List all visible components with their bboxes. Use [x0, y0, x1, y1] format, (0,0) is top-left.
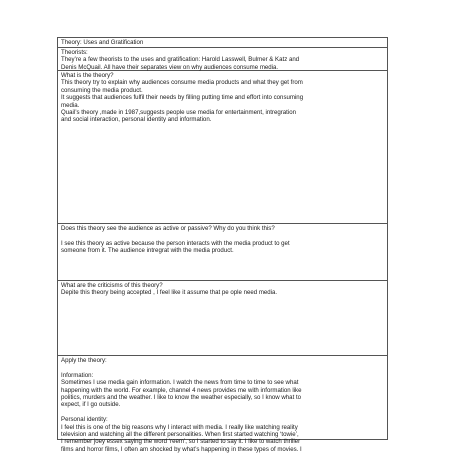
what-line: Quail’s theory ,made in 1987,suggests people use media for entertainment, intregration: [61, 109, 296, 117]
theorists-line: Denis McQuail. All have their separates view on why audiences consume media.: [61, 63, 279, 71]
information-line: politics, murders and the weather. I like to know the weather especially, so I know what to: [61, 394, 302, 402]
what-line: media.: [61, 101, 80, 109]
what-line: consuming the media product.: [61, 86, 143, 94]
audience-line: someone from it. The audience intregrat with the media product.: [61, 247, 234, 255]
identity-heading: Personal identity:: [61, 416, 108, 424]
information-line: expect, if I go outside.: [61, 401, 121, 409]
information-line: Sometimes I use media gain information. I watch the news from time to time to see what: [61, 379, 299, 387]
identity-line: films and horror films, I often am shocked by what’s happening in these types of movies. I: [61, 445, 302, 453]
what-is-theory-section: [58, 71, 387, 224]
identity-line: television and watching all the different personalities. When first started watching ‘towie’,: [61, 431, 299, 439]
apply-heading: Apply the theory:: [61, 357, 107, 364]
audience-section: [58, 224, 387, 281]
theorists-line: They’re a few theorists to the uses and gratification: Harold Lasswell, Bulmer & Katz and: [61, 56, 300, 64]
what-line: and social interaction, personal identity and information.: [61, 116, 212, 124]
criticisms-line: Depite this theory being accepted , I feel like it assume that pe ople need media.: [61, 289, 278, 297]
audience-line: I see this theory as active because the person interacts with the media product to get: [61, 239, 290, 247]
worksheet-title: Theory: Uses and Gratification: [61, 39, 144, 46]
theory-worksheet: [57, 37, 388, 453]
audience-heading: Does this theory see the audience as active or passive? Why do you think this?: [61, 225, 275, 232]
title-row: [58, 38, 387, 48]
what-heading: What is the theory?: [61, 72, 114, 79]
apply-section: [58, 356, 387, 453]
information-line: happening with the world. For example, channel 4 news provides me with information like: [61, 386, 302, 394]
criticisms-heading: What are the criticisms of this theory?: [61, 282, 163, 289]
theorists-section: [58, 48, 387, 71]
what-line: It suggests that audiences fulfil their needs by filling putting time and effort into consuming: [61, 94, 304, 102]
identity-line: I feel this is one of the big reasons why I interact with media. I really like watching reality: [61, 423, 298, 431]
criticisms-section: [58, 281, 387, 356]
what-line: This theory try to explain why audiences consume media products and what they get from: [61, 79, 303, 87]
information-heading: Information:: [61, 371, 94, 379]
identity-line: I remember joey essex saying the word ‘reem’, so I started to say it. I like to watch thriller: [61, 438, 301, 446]
theorists-heading: Theorists:: [61, 49, 88, 56]
